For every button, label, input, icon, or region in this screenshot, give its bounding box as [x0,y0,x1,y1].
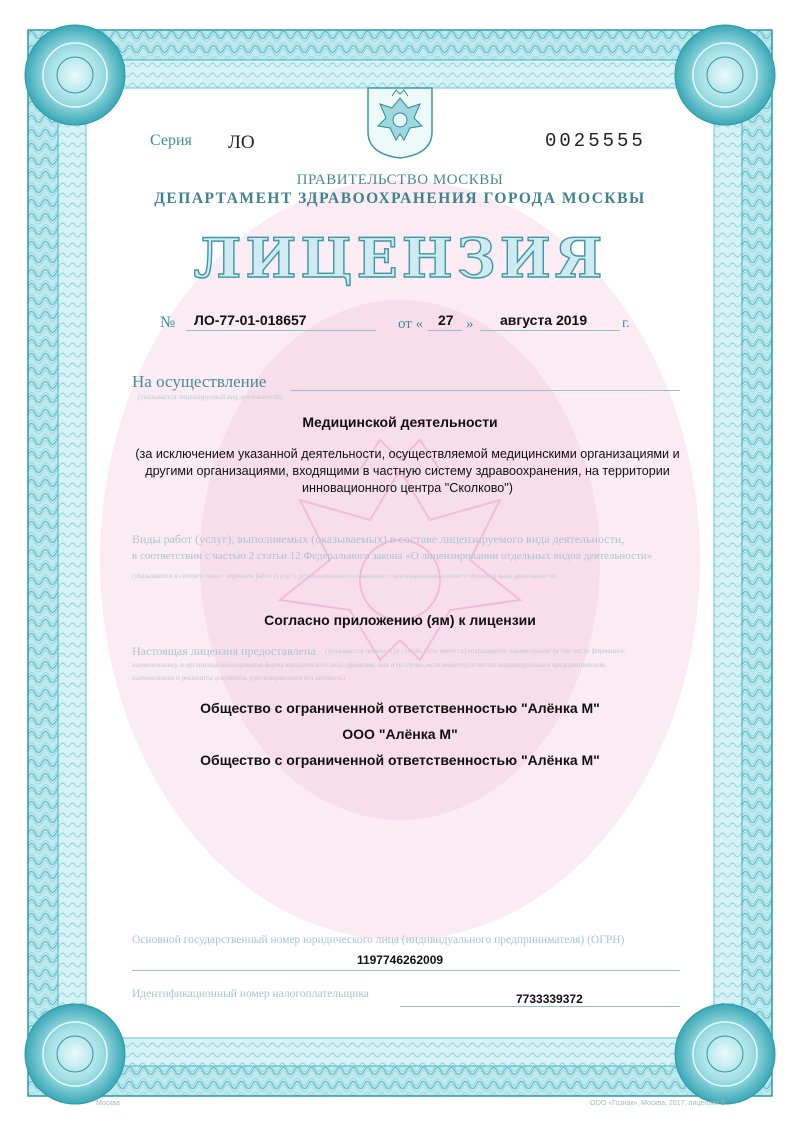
ogrn-underline [132,970,680,971]
org-short-name: ООО "Алёнка М" [342,726,458,742]
works-value: Согласно приложению (ям) к лицензии [264,612,536,628]
date-day-close: » [466,316,474,332]
form-number: 0025555 [545,130,646,152]
date-month-year: августа 2019 [500,312,588,328]
activity-underline [290,390,680,391]
granted-hint1: (указывается полное и (в случае, если имеется) сокращенное наименование (в том числе фирменное [325,647,625,655]
day-underline [428,330,462,331]
inn-label: Идентификационный номер налогоплательщика [132,988,369,1000]
activity-hint: (указывается лицензируемый вид деятельности) [138,393,283,401]
number-label: № [160,314,176,331]
coat-of-arms-emblem-icon [364,84,436,160]
works-line2: в соответствии с частью 2 статьи 12 Федерального закона «О лицензировании отдельных видов деятельности» [132,550,653,562]
license-number: ЛО-77-01-018657 [194,312,307,328]
footer-left: Москва [96,1100,120,1107]
department-header: ДЕПАРТАМЕНТ ЗДРАВООХРАНЕНИЯ ГОРОДА МОСКВЫ [154,190,646,207]
date-day: 27 [438,312,454,328]
granted-line1: Настоящая лицензия предоставлена [132,644,316,658]
org-firm-name: Общество с ограниченной ответственностью "Алёнка М" [200,752,600,768]
month-underline [480,330,620,331]
activity-note: (за исключением указанной деятельности, осуществляемой медицинскими организациями и другими организациями, входящими в частную систему здравоохранения, на территории инновационного центра "Сколково") [135,447,680,495]
footer-right: ООО «Гознак», Москва, 2017, лицензия Б [590,1100,726,1107]
date-suffix: г. [622,316,630,331]
works-line1: Виды работ (услуг), выполняемых (оказываемых) в составе лицензируемого вида деятельности, [132,532,625,546]
inn-value: 7733339372 [516,992,583,1006]
series-value: ЛО [228,132,255,153]
activity-value: Медицинской деятельности [302,414,498,430]
works-hint: (указываются в соответствии с перечнем работ (услуг), установленным положением о лицензировании соответствующего вида деятельности) [132,572,557,580]
series-label: Серия [150,132,192,149]
government-header: ПРАВИТЕЛЬСТВО МОСКВЫ [296,172,504,188]
activity-label: На осуществление [132,372,267,391]
org-full-name: Общество с ограниченной ответственностью "Алёнка М" [200,700,600,716]
granted-hint2: наименование), и организационно-правовая форма юридического лица (фамилия, имя и (в случае, если имеется) отчество индивидуального предпринимателя, [132,661,607,669]
granted-hint3: наименование и реквизиты документа, удостоверяющего его личность) [132,674,345,682]
inn-underline [400,1006,680,1007]
document-title: ЛИЦЕНЗИЯ [193,226,607,290]
number-underline [186,330,376,331]
ogrn-label: Основной государственный номер юридического лица (индивидуального предпринимателя) (ОГРН) [132,934,625,946]
date-from-label: от « [398,316,424,332]
ogrn-value: 1197746262009 [356,953,444,967]
